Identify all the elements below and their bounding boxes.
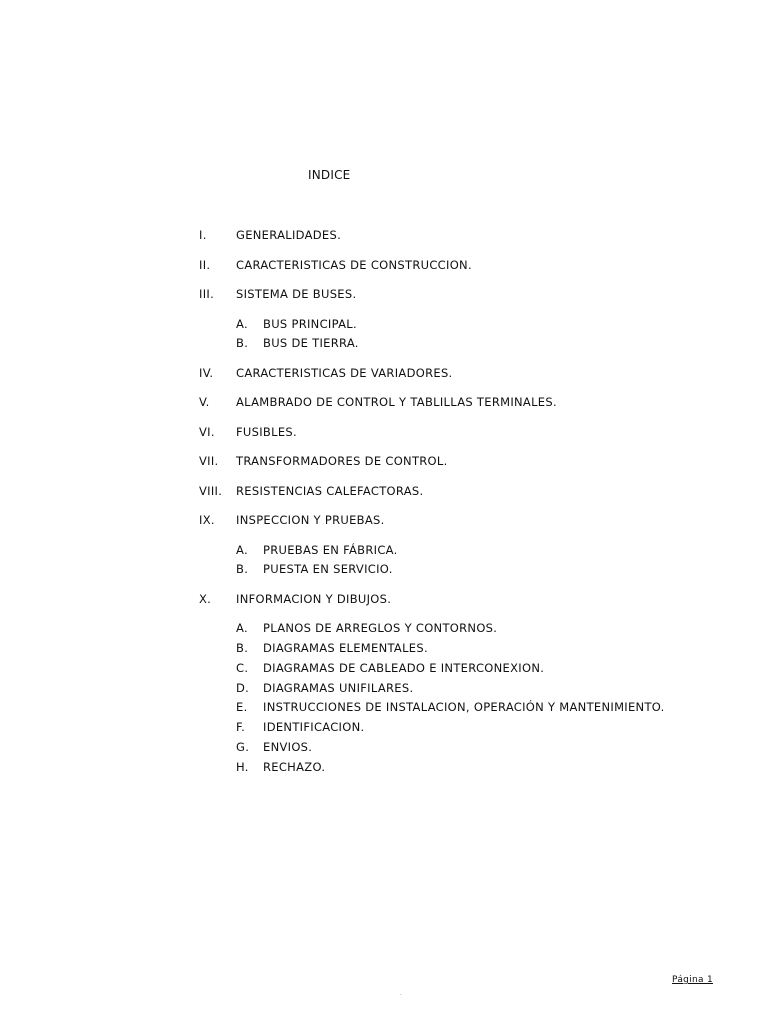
sub-item [199, 718, 739, 738]
sub-text: PLANOS DE ARREGLOS Y CONTORNOS. [263, 621, 498, 636]
item-text: SISTEMA DE BUSES. [236, 287, 357, 301]
sub-item [199, 758, 739, 778]
sub-letter: H. [236, 759, 249, 774]
sub-item [199, 679, 739, 699]
sub-letter: G. [236, 739, 250, 754]
item-text: RESISTENCIAS CALEFACTORAS. [236, 483, 424, 498]
sub-item [199, 560, 739, 580]
sublist [199, 619, 739, 777]
toc-item [199, 393, 739, 423]
item-text: TRANSFORMADORES DE CONTROL. [236, 454, 448, 469]
item-text: FUSIBLES. [236, 424, 297, 439]
sub-text: BUS PRINCIPAL. [263, 316, 357, 331]
item-number: III. [199, 287, 215, 301]
sub-letter: B. [236, 336, 249, 351]
sub-text: PUESTA EN SERVICIO. [263, 562, 393, 577]
sub-item [199, 541, 739, 561]
sub-text: ENVIOS. [263, 739, 313, 754]
toc-item [199, 511, 739, 541]
sub-letter: F. [236, 720, 246, 735]
page-title: INDICE [308, 168, 351, 182]
item-number: V. [199, 395, 210, 410]
sub-item [199, 315, 739, 335]
sub-letter: E. [236, 700, 248, 715]
sub-text: BUS DE TIERRA. [263, 336, 359, 351]
toc-item [199, 482, 739, 512]
sub-text: DIAGRAMAS UNIFILARES. [263, 680, 414, 695]
item-text: CARACTERISTICAS DE CONSTRUCCION. [236, 257, 472, 272]
sub-letter: D. [236, 680, 250, 695]
sub-letter: A. [236, 542, 248, 557]
sub-item [199, 698, 739, 718]
item-text: ALAMBRADO DE CONTROL Y TABLILLAS TERMINALES. [236, 395, 557, 410]
toc-item [199, 256, 739, 286]
sub-item [199, 619, 739, 639]
toc-item [199, 226, 739, 256]
item-number: VIII. [199, 483, 223, 498]
item-text: GENERALIDADES. [236, 228, 342, 242]
item-text: CARACTERISTICAS DE VARIADORES. [236, 365, 453, 380]
sub-text: DIAGRAMAS DE CABLEADO E INTERCONEXION. [263, 660, 545, 675]
sub-letter: B. [236, 640, 249, 655]
table-of-contents [199, 226, 739, 787]
sublist [199, 315, 739, 355]
sublist [199, 541, 739, 581]
sub-letter: B. [236, 562, 249, 577]
item-number: II. [199, 257, 211, 272]
sub-letter: C. [236, 660, 249, 675]
toc-item [199, 452, 739, 482]
sub-text: INSTRUCCIONES DE INSTALACION, OPERACIÓN Y MANTENIMIENTO. [263, 700, 665, 715]
item-number: VI. [199, 424, 215, 439]
sub-text: PRUEBAS EN FÁBRICA. [263, 542, 398, 557]
toc-item [199, 285, 739, 315]
item-number: I. [199, 228, 207, 242]
toc-item [199, 423, 739, 453]
item-text: INSPECCION Y PRUEBAS. [236, 513, 385, 528]
sub-text: IDENTIFICACION. [263, 720, 365, 735]
sub-item [199, 639, 739, 659]
page-number: Página 1 [672, 975, 713, 985]
sub-item [199, 334, 739, 354]
item-number: X. [199, 591, 212, 606]
sub-text: DIAGRAMAS ELEMENTALES. [263, 640, 428, 655]
sub-letter: A. [236, 316, 248, 331]
sub-item [199, 738, 739, 758]
item-number: VII. [199, 454, 219, 469]
toc-item [199, 590, 739, 620]
sub-letter: A. [236, 621, 248, 636]
footer-dot: . [400, 990, 402, 997]
item-text: INFORMACION Y DIBUJOS. [236, 591, 392, 606]
toc-item [199, 364, 739, 394]
item-number: IX. [199, 513, 215, 528]
sub-item [199, 659, 739, 679]
item-number: IV. [199, 365, 214, 380]
sub-text: RECHAZO. [263, 759, 326, 774]
